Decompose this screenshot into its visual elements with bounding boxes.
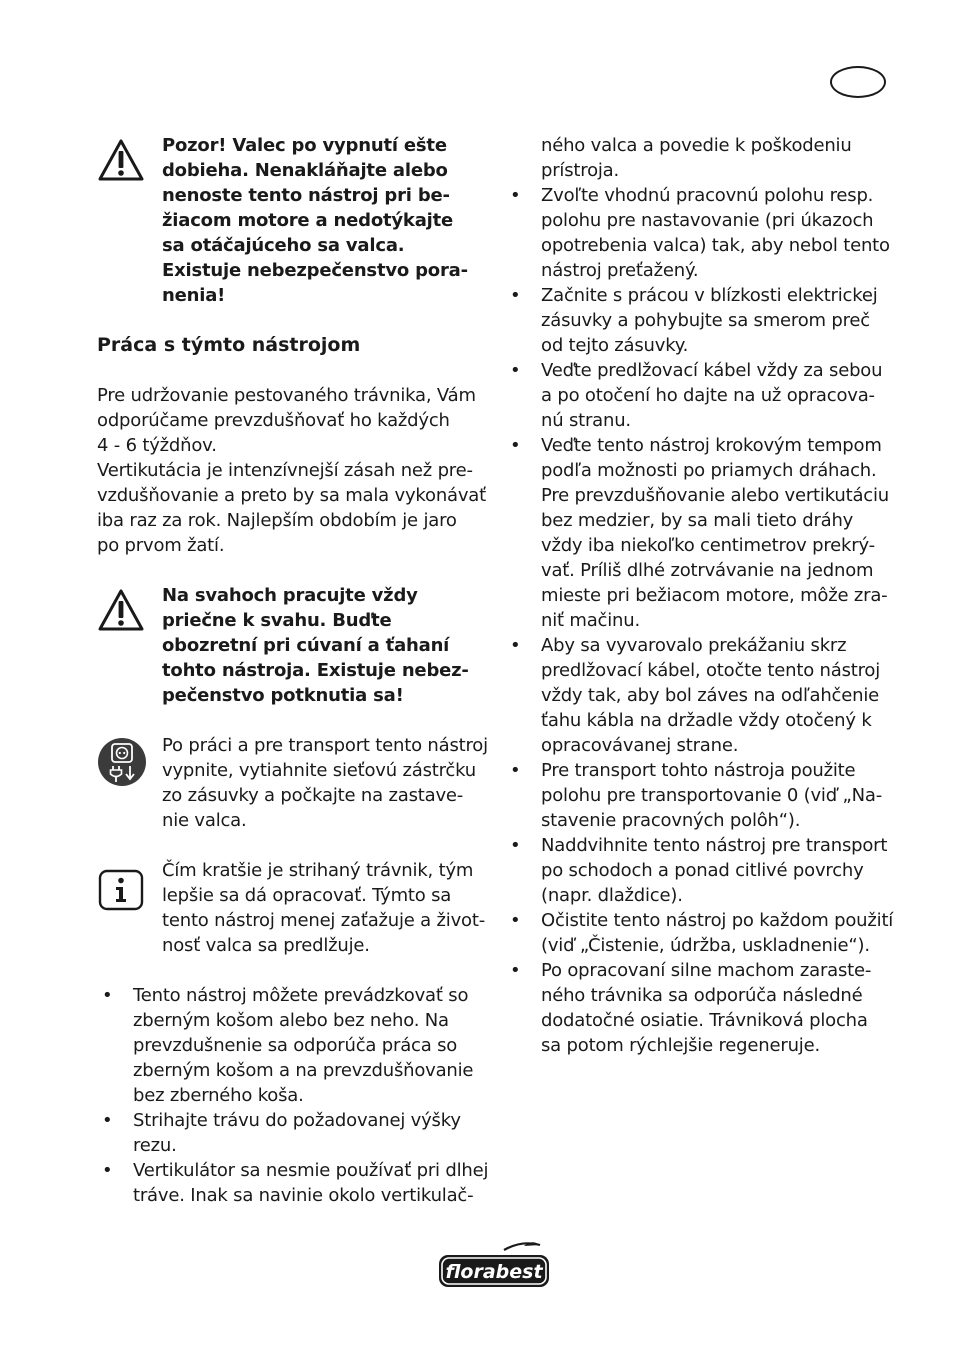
- list-item: • Aby sa vyvarovalo prekážaniu skrz predlžovací kábel, otočte tento nástroj vždy tak, aby bol záves na odľahčenie ťahu kábla na držadle vždy otočený k opracovávanej strane.: [505, 633, 895, 758]
- info-note-block: [97, 858, 492, 958]
- brand-wordmark: florabest: [445, 1261, 543, 1283]
- list-item: • Tento nástroj môžete prevádzkovať so zberným košom alebo bez neho. Na prevzdušnenie sa odporúča práca so zberným košom a na prevzdušňovanie bez zberného koša.: [97, 983, 492, 1108]
- florabest-logo: [436, 1240, 552, 1294]
- list-item: • Zvoľte vhodnú pracovnú polohu resp. polohu pre nastavovanie (pri úkazoch opotrebenia valca) tak, aby nebol tento nástroj preťažený.: [505, 183, 895, 283]
- list-item: • Začnite s prácou v blízkosti elektrickej zásuvky a pohybujte sa smerom preč od tejto zásuvky.: [505, 283, 895, 358]
- warning-triangle-icon: [97, 137, 145, 187]
- info-note-text: Čím kratšie je strihaný trávnik, tým lepšie sa dá opracovať. Týmto sa tento nástroj menej zaťažuje a život- nosť valca sa predlžuje.: [162, 860, 485, 956]
- list-item: • Vertikulátor sa nesmie používať pri dlhej tráve. Inak sa navinie okolo vertikulač-: [97, 1158, 492, 1208]
- list-item: • Veďte predlžovací kábel vždy za sebou a po otočení ho dajte na už opracova- nú stranu.: [505, 358, 895, 433]
- left-bullet-list: [97, 983, 492, 1208]
- left-column: [97, 133, 492, 1208]
- right-bullet-list: [505, 183, 895, 1058]
- unplug-note-block: [97, 733, 492, 833]
- list-item: • Po opracovaní silne machom zaraste- ného trávnika sa odporúča následné dodatočné osiatie. Trávniková plocha sa potom rýchlejšie regeneruje.: [505, 958, 895, 1058]
- list-item: • Očistite tento nástroj po každom použití (viď „Čistenie, údržba, uskladnenie“).: [505, 908, 895, 958]
- warning-text-roller: Pozor! Valec po vypnutí ešte dobieha. Nenakláňajte alebo nenoste tento nástroj pri be- žiacom motore a nedotýkajte sa otáčajúceho sa valca. Existuje nebezpečenstvo pora- nenia!: [162, 135, 468, 306]
- unplug-icon: [97, 737, 147, 791]
- list-item: • Pre transport tohto nástroja použite polohu pre transportovanie 0 (viď „Na- stavenie pracovných polôh“).: [505, 758, 895, 833]
- unplug-note-text: Po práci a pre transport tento nástroj vypnite, vytiahnite sieťovú zástrčku zo zásuvky a počkajte na zastave- nie valca.: [162, 735, 488, 831]
- warning-block-roller: [97, 133, 492, 308]
- list-item: • Veďte tento nástroj krokovým tempom podľa možnosti po priamych dráhach. Pre prevzdušňovanie alebo vertikutáciu bez medzier, by sa mali tieto dráhy vždy iba niekoľko centimetrov prekrý- vať. Príliš dlhé zotrvávanie na jednom mieste pri bežiacom motore, môže zra- niť mačinu.: [505, 433, 895, 633]
- warning-triangle-icon: [97, 587, 145, 637]
- warning-block-slopes: [97, 583, 492, 708]
- intro-paragraph-scarifying: Vertikutácia je intenzívnejší zásah než pre- vzdušňovanie a preto by sa mala vykonávať iba raz za rok. Najlepším obdobím je jaro po prvom žatí.: [97, 460, 486, 556]
- info-icon: [97, 866, 145, 918]
- continued-text: ného valca a povedie k poškodeniu prístroja.: [541, 135, 852, 181]
- intro-paragraph-aeration: Pre udržovanie pestovaného trávnika, Vám odporúčame prevzdušňovať ho každých 4 - 6 týždňov.: [97, 385, 476, 456]
- section-heading: Práca s týmto nástrojom: [97, 334, 361, 356]
- right-column: [505, 133, 895, 1058]
- list-item: • Naddvihnite tento nástroj pre transport po schodoch a ponad citlivé povrchy (napr. dlaždice).: [505, 833, 895, 908]
- list-item: • Strihajte trávu do požadovanej výšky rezu.: [97, 1108, 492, 1158]
- warning-text-slopes: Na svahoch pracujte vždy priečne k svahu. Buďte obozretní pri cúvaní a ťahaní tohto nástroja. Existuje nebez- pečenstvo potknutia sa!: [162, 585, 469, 706]
- page-language-oval: [830, 66, 886, 98]
